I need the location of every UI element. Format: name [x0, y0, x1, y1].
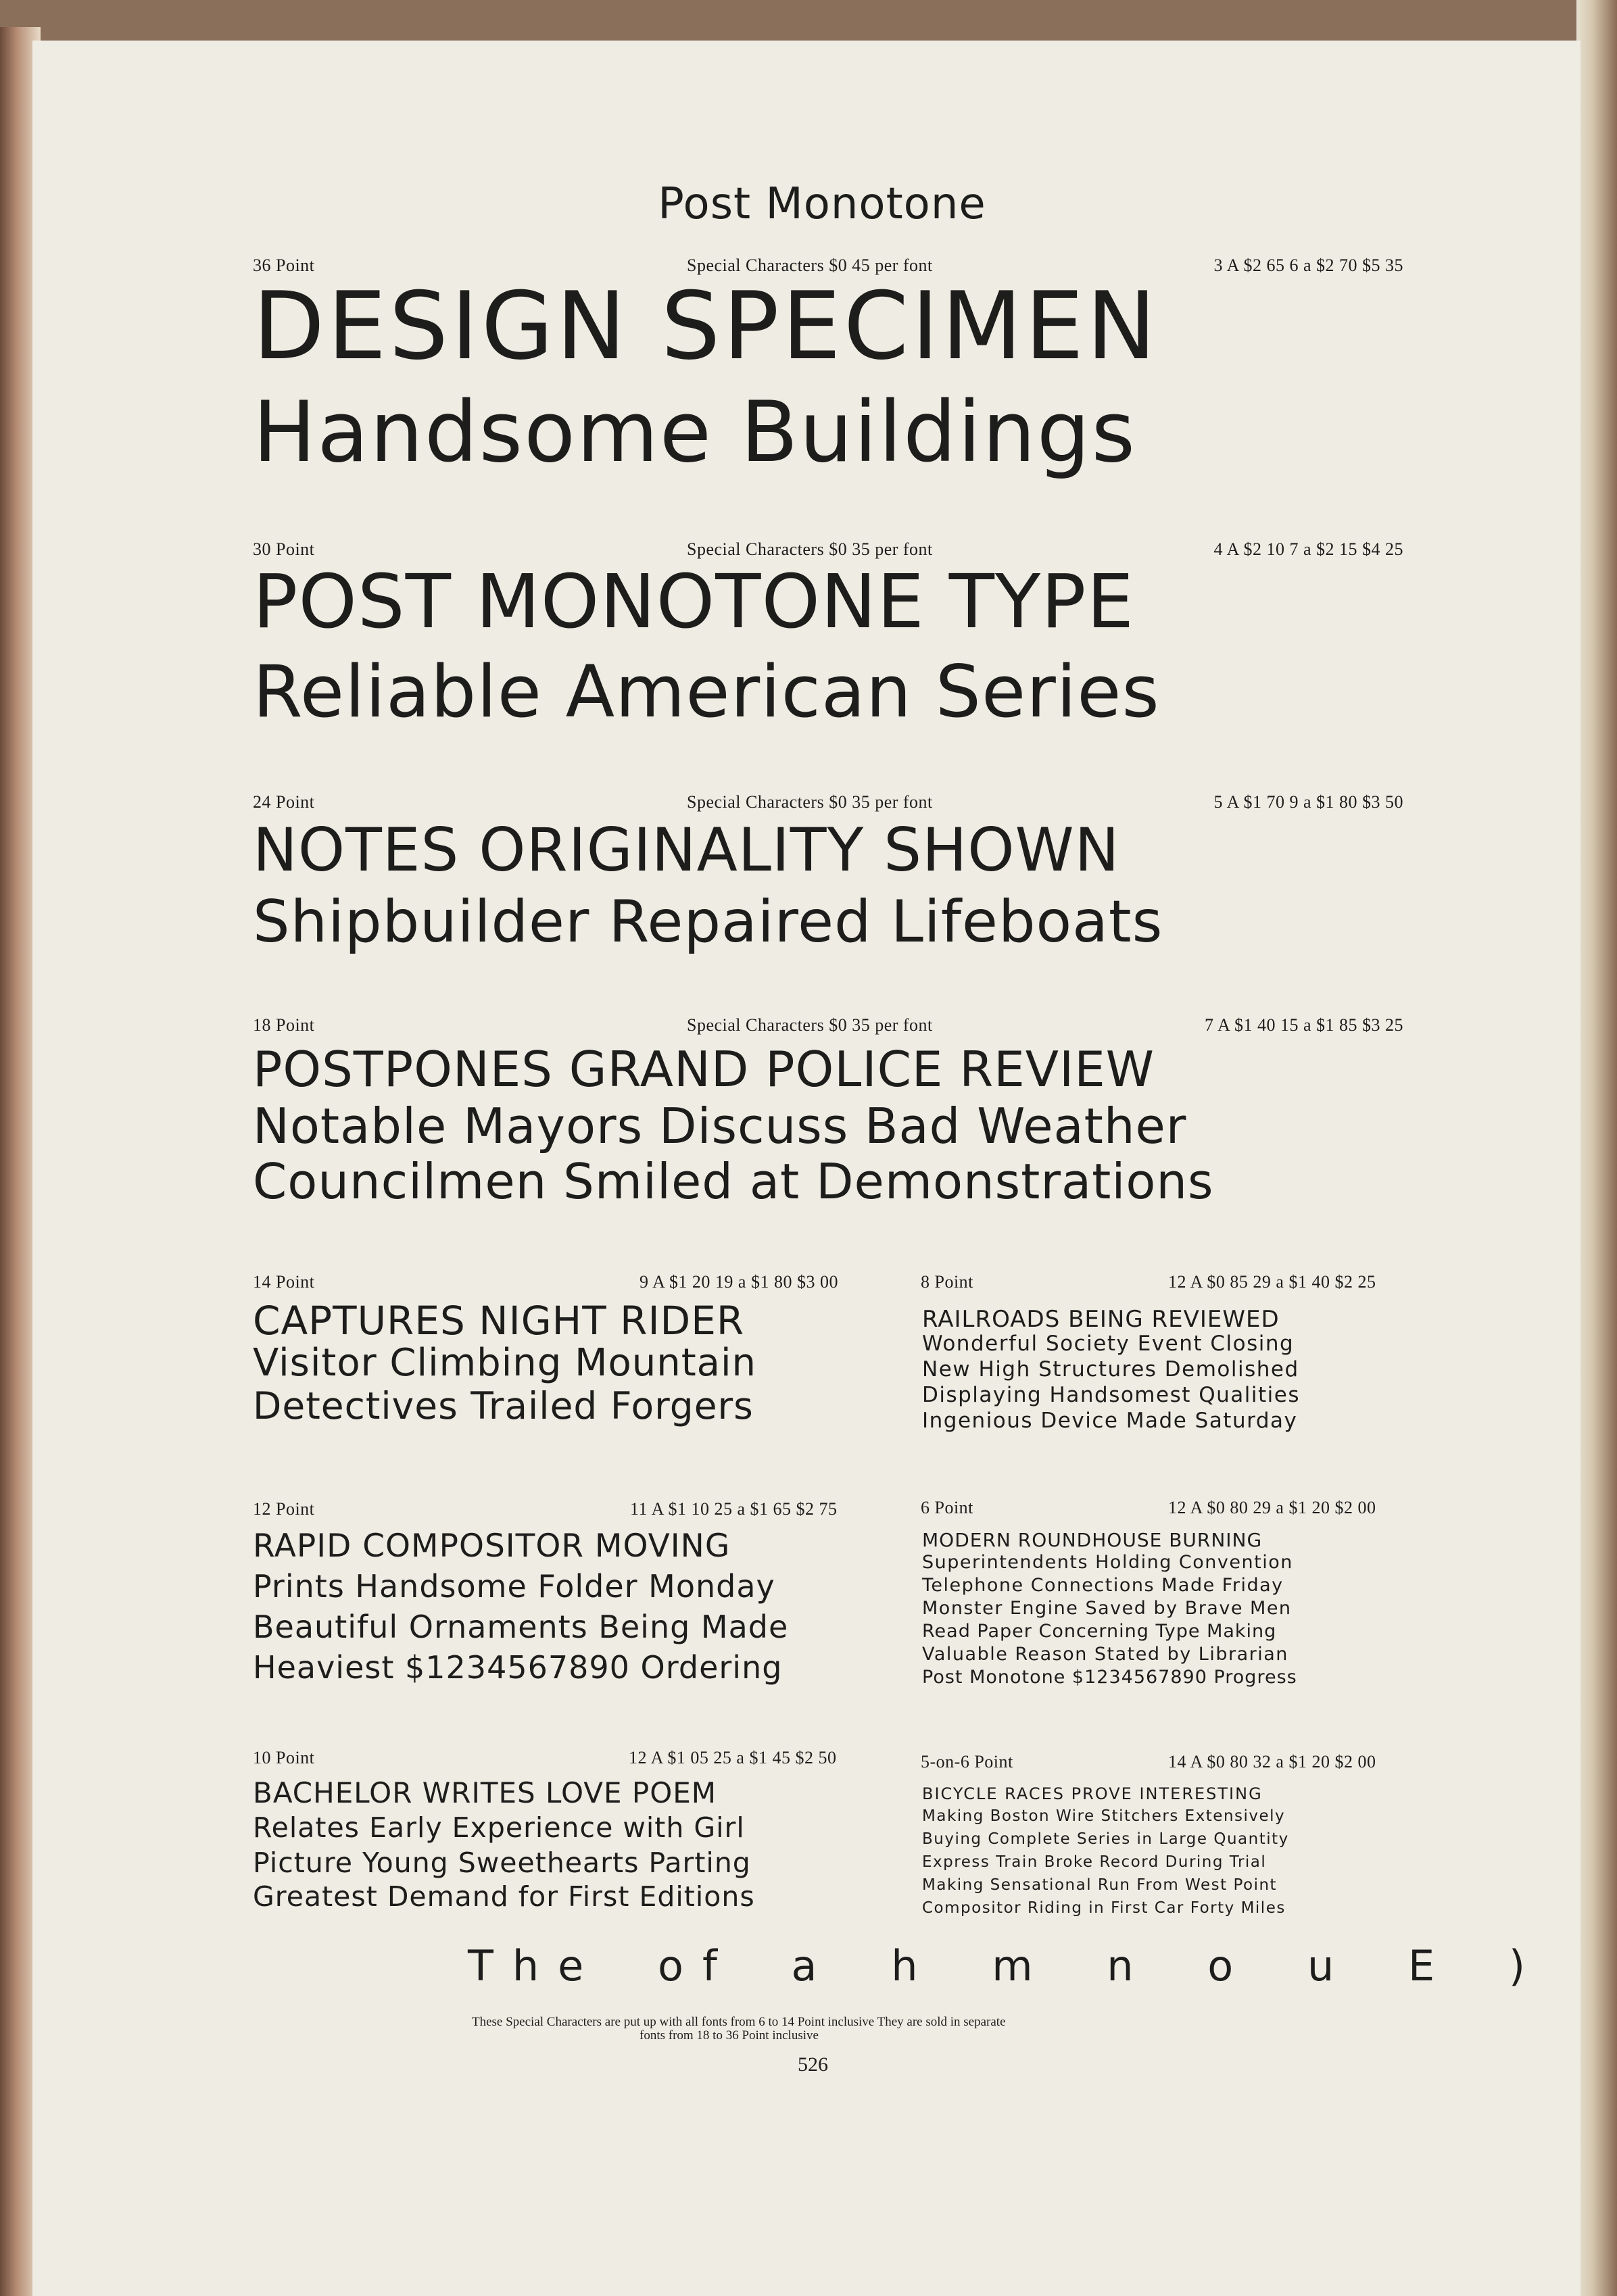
price-14: 9 A $1 20 19 a $1 80 $3 00: [639, 1272, 838, 1292]
price-36: 3 A $2 65 6 a $2 70 $5 35: [1213, 255, 1403, 275]
specimen-10-line1: BACHELOR WRITES LOVE POEM: [253, 1776, 717, 1809]
specimen-5on6-line4: Express Train Broke Record During Trial: [922, 1853, 1267, 1871]
specimen-14-line3: Detectives Trailed Forgers: [253, 1384, 754, 1427]
specimen-10-line3: Picture Young Sweethearts Parting: [253, 1847, 751, 1879]
specimen-10-line2: Relates Early Experience with Girl: [253, 1811, 745, 1844]
price-5on6: 14 A $0 80 32 a $1 20 $2 00: [1168, 1752, 1376, 1772]
specimen-36-line1: DESIGN SPECIMEN: [253, 272, 1159, 381]
specimen-24-line2: Shipbuilder Repaired Lifeboats: [253, 888, 1163, 956]
size-label-5on6: 5-on-6 Point: [921, 1752, 1013, 1772]
specimen-5on6-line2: Making Boston Wire Stitchers Extensively: [922, 1807, 1286, 1825]
specimen-30-line1: POST MONOTONE TYPE: [253, 558, 1135, 645]
special-chars-18: Special Characters $0 35 per font: [687, 1015, 933, 1035]
specimen-5on6-line5: Making Sensational Run From West Point: [922, 1876, 1278, 1894]
specimen-14-line1: CAPTURES NIGHT RIDER: [253, 1298, 745, 1344]
specimen-6-line2: Superintendents Holding Convention: [922, 1552, 1293, 1573]
specimen-6-line3: Telephone Connections Made Friday: [922, 1575, 1284, 1596]
size-label-18: 18 Point: [253, 1015, 315, 1035]
size-label-8: 8 Point: [921, 1272, 973, 1292]
specimen-8-line1: RAILROADS BEING REVIEWED: [922, 1306, 1280, 1333]
special-chars-24: Special Characters $0 35 per font: [687, 792, 933, 812]
specimen-8-line2: Wonderful Society Event Closing: [922, 1332, 1295, 1356]
specimen-8-line5: Ingenious Device Made Saturday: [922, 1409, 1298, 1433]
specimen-12-line1: RAPID COMPOSITOR MOVING: [253, 1528, 731, 1565]
size-label-30: 30 Point: [253, 539, 315, 559]
specimen-14-line2: Visitor Climbing Mountain: [253, 1341, 757, 1385]
size-label-6: 6 Point: [921, 1498, 973, 1517]
price-30: 4 A $2 10 7 a $2 15 $4 25: [1213, 539, 1403, 559]
footnote-line-1: These Special Characters are put up with all fonts from 6 to 14 Point inclusive They are sold in separate: [472, 2015, 1006, 2029]
specimen-30-line2: Reliable American Series: [253, 650, 1160, 733]
specimen-18-line2: Notable Mayors Discuss Bad Weather: [253, 1098, 1187, 1154]
specimen-5on6-line3: Buying Complete Series in Large Quantity: [922, 1830, 1289, 1848]
size-label-24: 24 Point: [253, 792, 315, 812]
size-label-10: 10 Point: [253, 1748, 315, 1767]
special-characters-line: The of a h m n o u E ): [468, 1941, 1545, 1990]
price-6: 12 A $0 80 29 a $1 20 $2 00: [1168, 1498, 1376, 1517]
specimen-6-line4: Monster Engine Saved by Brave Men: [922, 1598, 1292, 1619]
specimen-18-line1: POSTPONES GRAND POLICE REVIEW: [253, 1041, 1155, 1098]
page-number: 526: [798, 2053, 828, 2076]
size-label-14: 14 Point: [253, 1272, 315, 1292]
price-24: 5 A $1 70 9 a $1 80 $3 50: [1213, 792, 1403, 812]
specimen-18-line3: Councilmen Smiled at Demonstrations: [253, 1153, 1214, 1210]
specimen-10-line4: Greatest Demand for First Editions: [253, 1880, 755, 1913]
footnote-line-2: fonts from 18 to 36 Point inclusive: [639, 2028, 819, 2043]
specimen-24-line1: NOTES ORIGINALITY SHOWN: [253, 815, 1120, 885]
specimen-6-line5: Read Paper Concerning Type Making: [922, 1621, 1277, 1642]
price-10: 12 A $1 05 25 a $1 45 $2 50: [629, 1748, 837, 1767]
price-18: 7 A $1 40 15 a $1 85 $3 25: [1205, 1015, 1403, 1035]
specimen-5on6-line1: BICYCLE RACES PROVE INTERESTING: [922, 1784, 1263, 1803]
book-right-edge: [1576, 0, 1617, 2296]
specimen-12-line2: Prints Handsome Folder Monday: [253, 1568, 775, 1605]
specimen-6-line7: Post Monotone $1234567890 Progress: [922, 1667, 1297, 1688]
specimen-8-line3: New High Structures Demolished: [922, 1357, 1299, 1382]
page-title: Post Monotone: [658, 179, 986, 229]
size-label-12: 12 Point: [253, 1499, 315, 1519]
specimen-5on6-line6: Compositor Riding in First Car Forty Miles: [922, 1899, 1286, 1917]
price-8: 12 A $0 85 29 a $1 40 $2 25: [1168, 1272, 1376, 1292]
specimen-36-line2: Handsome Buildings: [253, 384, 1137, 481]
specimen-12-line4: Heaviest $1234567890 Ordering: [253, 1649, 783, 1686]
specimen-6-line1: MODERN ROUNDHOUSE BURNING: [922, 1529, 1263, 1551]
special-chars-30: Special Characters $0 35 per font: [687, 539, 933, 559]
size-label-36: 36 Point: [253, 255, 315, 275]
price-12: 11 A $1 10 25 a $1 65 $2 75: [630, 1499, 838, 1519]
specimen-8-line4: Displaying Handsomest Qualities: [922, 1383, 1300, 1407]
specimen-6-line6: Valuable Reason Stated by Librarian: [922, 1644, 1288, 1665]
specimen-12-line3: Beautiful Ornaments Being Made: [253, 1609, 789, 1645]
special-chars-36: Special Characters $0 45 per font: [687, 255, 933, 275]
